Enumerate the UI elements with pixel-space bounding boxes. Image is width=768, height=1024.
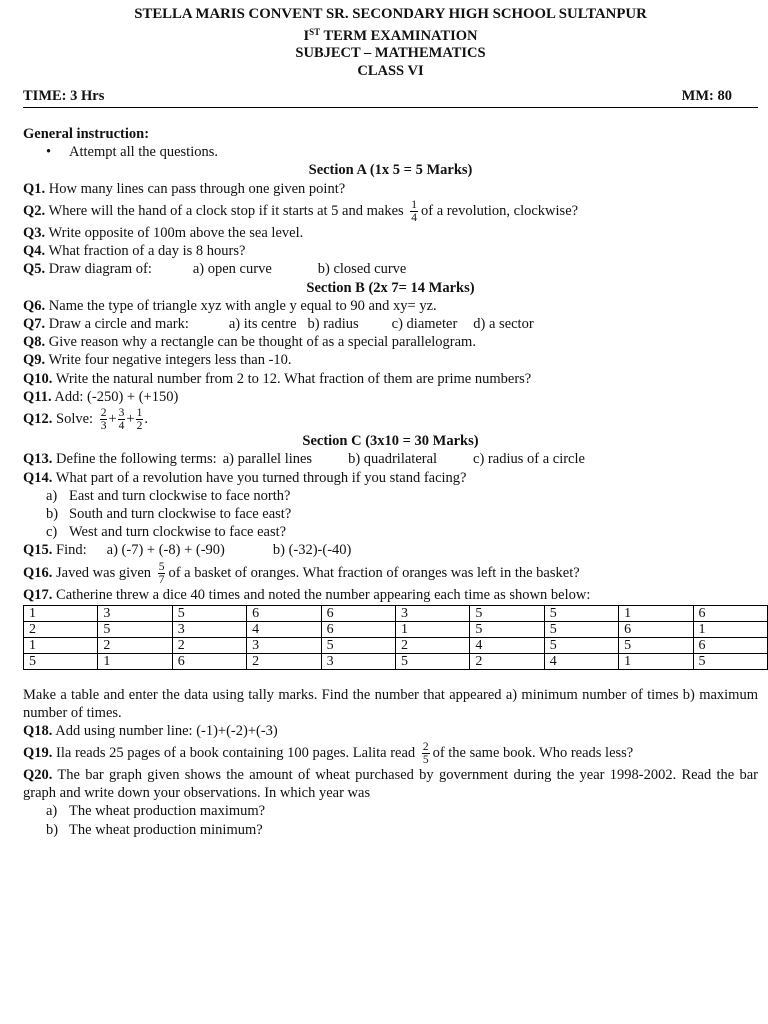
table-cell: 3: [395, 605, 469, 621]
exam-paper: [23, 6, 758, 839]
fraction: $\frac{5}{7}$: [158, 560, 165, 586]
section-a-heading: Section A (1x 5 = 5 Marks): [308, 162, 473, 179]
table-cell: 4: [247, 621, 321, 637]
table-cell: 6: [321, 621, 395, 637]
table-cell: 3: [321, 653, 395, 669]
table-row: [24, 621, 768, 637]
table-cell: 6: [619, 621, 693, 637]
table-cell: 5: [172, 605, 246, 621]
table-cell: 5: [24, 653, 98, 669]
fraction: $\frac{2}{5}$: [422, 741, 429, 767]
table-cell: 6: [172, 653, 246, 669]
table-cell: 2: [247, 653, 321, 669]
table-cell: 5: [321, 637, 395, 653]
table-cell: 5: [470, 605, 544, 621]
question-13: Q13. Define the following terms: a) parallel lines b) quadrilateral c) radius of a circle: [23, 451, 585, 468]
question-1: Q1. How many lines can pass through one given point?: [23, 180, 346, 197]
table-cell: 1: [619, 653, 693, 669]
exam-title: IST TERM EXAMINATION: [303, 26, 478, 44]
table-cell: 2: [172, 637, 246, 653]
dice-results-table: [23, 605, 768, 670]
fraction: $\frac{1}{4}$: [411, 198, 418, 224]
table-cell: 1: [619, 605, 693, 621]
table-cell: 5: [98, 621, 172, 637]
fraction: $\frac{3}{4}$: [118, 407, 125, 433]
question-14-item: b) South and turn clockwise to face east?: [46, 506, 292, 522]
question-12: Q12. Solve: $\frac{2}{3}$ + $\frac{3}{4}$ + $\frac{1}{2}$ .: [23, 407, 148, 433]
question-6: Q6. Name the type of triangle xyz with angle y equal to 90 and xy= yz.: [23, 297, 437, 314]
table-cell: 2: [24, 621, 98, 637]
table-cell: 5: [693, 653, 767, 669]
table-cell: 1: [395, 621, 469, 637]
question-3: Q3. Write opposite of 100m above the sea level.: [23, 224, 304, 241]
question-4: Q4. What fraction of a day is 8 hours?: [23, 243, 246, 260]
question-9: Q9. Write four negative integers less than -10.: [23, 352, 292, 369]
question-10: Q10. Write the natural number from 2 to 12. What fraction of them are prime numbers?: [23, 370, 532, 387]
table-cell: 5: [395, 653, 469, 669]
instructions-heading: General instruction:: [23, 126, 150, 142]
question-14: Q14. What part of a revolution have you turned through if you stand facing?: [23, 469, 467, 486]
question-15: Q15. Find: a) (-7) + (-8) + (-90) b) (-32)-(-40): [23, 542, 352, 559]
class-title: CLASS VI: [357, 62, 424, 79]
school-name: STELLA MARIS CONVENT SR. SECONDARY HIGH SCHOOL SULTANPUR: [134, 6, 647, 22]
table-cell: 5: [619, 637, 693, 653]
section-c-heading: Section C (3x10 = 30 Marks): [302, 433, 479, 450]
question-7: Q7. Draw a circle and mark: a) its centre b) radius c) diameter d) a sector: [23, 316, 534, 332]
table-cell: 6: [693, 637, 767, 653]
table-cell: 5: [470, 621, 544, 637]
table-cell: 5: [544, 621, 618, 637]
table-cell: 3: [172, 621, 246, 637]
question-18: Q18. Add using number line: (-1)+(-2)+(-3): [23, 722, 278, 739]
table-cell: 4: [470, 637, 544, 653]
table-cell: 1: [24, 637, 98, 653]
table-cell: 1: [693, 621, 767, 637]
table-cell: 5: [544, 605, 618, 621]
table-cell: 2: [470, 653, 544, 669]
table-cell: 5: [544, 637, 618, 653]
subject-title: SUBJECT – MATHEMATICS: [295, 45, 486, 61]
section-b-heading: Section B (2x 7= 14 Marks): [306, 279, 475, 296]
table-row: [24, 637, 768, 653]
fraction: $\frac{2}{3}$: [100, 407, 107, 433]
table-cell: 6: [321, 605, 395, 621]
table-cell: 1: [24, 605, 98, 621]
table-cell: 2: [98, 637, 172, 653]
table-row: [24, 605, 768, 621]
time-marks-row: [23, 88, 758, 108]
table-cell: 3: [98, 605, 172, 621]
question-2: Q2. Where will the hand of a clock stop if it starts at 5 and makes $\frac{1}{4}$ of a revolution, clockwise?: [23, 198, 579, 224]
bullet-icon: •: [46, 144, 52, 161]
question-20: Q20. The bar graph given shows the amount of wheat purchased by government during the year 1998-2002. Read the bar graph and write down your observations. In which year was: [23, 767, 758, 802]
fraction: $\frac{1}{2}$: [136, 407, 143, 433]
table-cell: 6: [693, 605, 767, 621]
table-cell: 1: [98, 653, 172, 669]
question-17: Q17. Catherine threw a dice 40 times and noted the number appearing each time as shown below:: [23, 586, 591, 603]
question-11: Q11. Add: (-250) + (+150): [23, 388, 179, 405]
table-cell: 6: [247, 605, 321, 621]
table-cell: 2: [395, 637, 469, 653]
question-14-item: c) West and turn clockwise to face east?: [46, 524, 287, 541]
question-14-item: a) East and turn clockwise to face north?: [46, 487, 291, 504]
question-5: Q5. Draw diagram of: a) open curve b) closed curve: [23, 261, 407, 278]
time-label: TIME: 3 Hrs: [23, 88, 105, 104]
question-19: Q19. Ila reads 25 pages of a book containing 100 pages. Lalita read $\frac{2}{5}$ of the same book. Who reads less?: [23, 741, 634, 767]
table-row: [24, 653, 768, 669]
question-20-item: a) The wheat production maximum?: [46, 803, 266, 820]
question-17-task: Make a table and enter the data using tally marks. Find the number that appeared a) minimum number of times b) maximum number of times.: [23, 686, 758, 721]
question-16: Q16. Javed was given $\frac{5}{7}$ of a basket of oranges. What fraction of oranges was left in the basket?: [23, 560, 580, 586]
instruction-bullet: • Attempt all the questions.: [46, 144, 219, 161]
table-cell: 4: [544, 653, 618, 669]
question-8: Q8. Give reason why a rectangle can be thought of as a special parallelogram.: [23, 334, 476, 351]
table-cell: 3: [247, 637, 321, 653]
max-marks-label: MM: 80: [681, 88, 732, 104]
question-20-item: b) The wheat production minimum?: [46, 821, 263, 838]
